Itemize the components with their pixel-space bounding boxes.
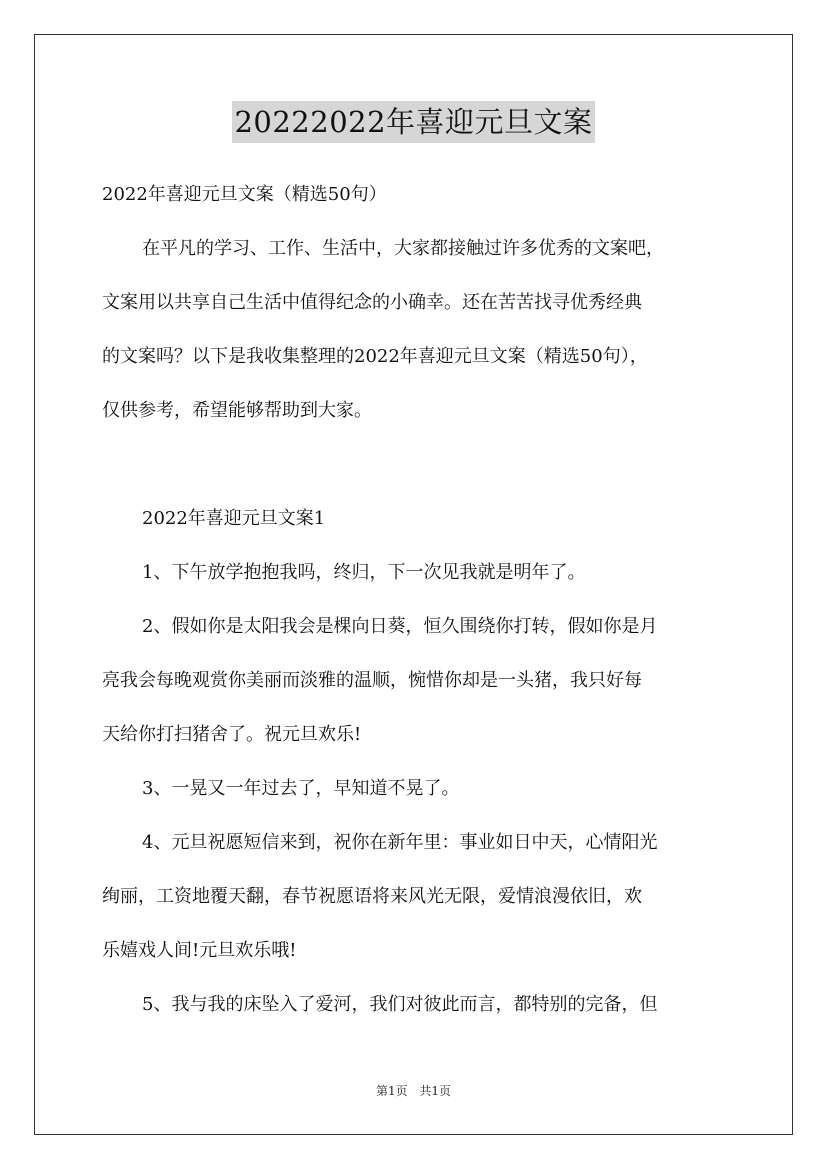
intro-line: 的文案吗？以下是我收集整理的2022年喜迎元旦文案（精选50句）， xyxy=(102,346,648,367)
list-item: 5、我与我的床坠入了爱河，我们对彼此而言，都特别的完备，但 xyxy=(142,994,658,1015)
title-wrap xyxy=(0,101,827,143)
list-item: 1、下午放学抱抱我吗，终归，下一次见我就是明年了。 xyxy=(142,562,586,583)
list-item: 4、元旦祝愿短信来到，祝你在新年里：事业如日中天，心情阳光 xyxy=(142,832,658,853)
document-subtitle: 2022年喜迎元旦文案（精选50句） xyxy=(102,184,387,205)
list-item-continuation: 亮我会每晚观赏你美丽而淡雅的温顺，惋惜你却是一头猪，我只好每 xyxy=(102,670,642,691)
document-title: 20222022年喜迎元旦文案 xyxy=(232,101,594,143)
list-item-continuation: 绚丽，工资地覆天翻，春节祝愿语将来风光无限，爱情浪漫依旧，欢 xyxy=(102,886,642,907)
page-footer xyxy=(0,1082,827,1099)
list-item: 2、假如你是太阳我会是棵向日葵，恒久围绕你打转，假如你是月 xyxy=(142,616,658,637)
section-heading: 2022年喜迎元旦文案1 xyxy=(142,508,326,529)
list-item: 3、一晃又一年过去了，早知道不晃了。 xyxy=(142,778,460,799)
page-number: 第1页 xyxy=(375,1084,408,1098)
list-item-continuation: 乐嬉戏人间!元旦欢乐哦! xyxy=(102,940,297,961)
list-item-continuation: 天给你打扫猪舍了。祝元旦欢乐! xyxy=(102,724,362,745)
page-total: 共1页 xyxy=(419,1084,452,1098)
document-body xyxy=(102,177,742,1023)
intro-line: 文案用以共享自己生活中值得纪念的小确幸。还在苦苦找寻优秀经典 xyxy=(102,292,642,313)
intro-line: 在平凡的学习、工作、生活中，大家都接触过许多优秀的文案吧， xyxy=(142,238,664,259)
intro-line: 仅供参考，希望能够帮助到大家。 xyxy=(102,400,372,421)
